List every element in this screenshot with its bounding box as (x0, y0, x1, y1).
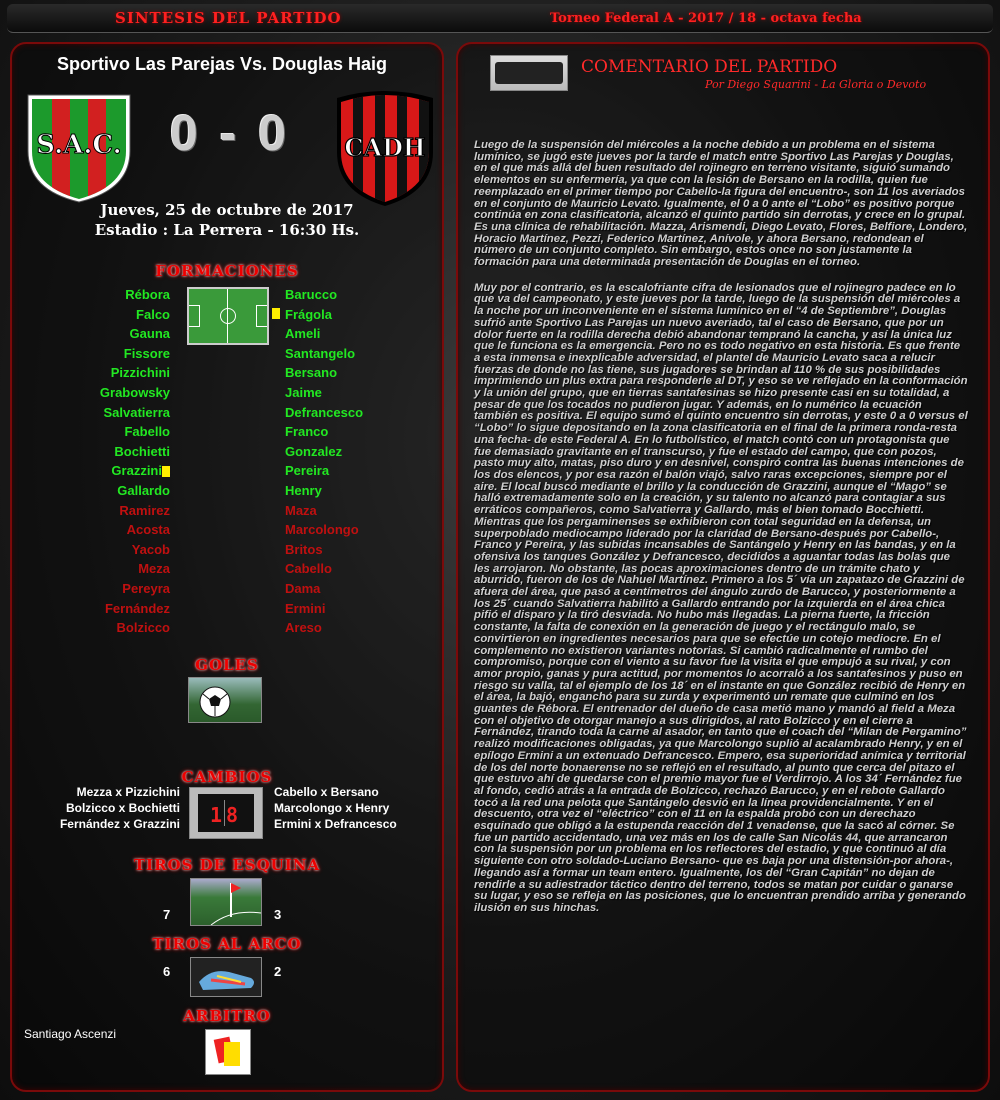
match-venue: Estadio : La Perrera - 16:30 Hs. (94, 221, 360, 239)
goles-heading: GOLES (195, 656, 259, 674)
home-player: Pizzichini (110, 365, 170, 381)
away-player: Santangelo (285, 345, 356, 361)
home-player: Fissore (123, 345, 170, 361)
formaciones-heading: FORMACIONES (155, 262, 299, 280)
away-substitute: Maza (285, 502, 317, 518)
home-player: Bochietti (114, 443, 170, 459)
away-changes (274, 784, 434, 832)
away-player: Ameli (285, 326, 321, 342)
home-crest-text: S.A.C. (36, 130, 122, 160)
away-lineup (285, 285, 435, 638)
away-substitute: Cabello (285, 561, 332, 577)
corners-away: 3 (274, 907, 282, 922)
home-player-carded (20, 461, 170, 481)
svg-text:8: 8 (226, 803, 239, 827)
home-substitute: Fernández (104, 600, 170, 616)
home-player: Fabello (124, 424, 170, 440)
arbitro-heading: ARBITRO (183, 1007, 271, 1025)
referee-cards-icon (205, 1029, 251, 1075)
corner-flag-icon (190, 878, 262, 926)
away-substitute: Britos (285, 541, 323, 557)
home-substitute: Ramirez (119, 502, 170, 518)
change-item: Marcolongo x Henry (274, 801, 390, 815)
tiros-esquina-heading: TIROS DE ESQUINA (133, 856, 321, 874)
away-player: Henry (285, 482, 322, 498)
home-crest (24, 91, 134, 203)
home-player: Rébora (125, 287, 170, 302)
comment-paragraph: Muy por el contrario, es la escalofriante cifra de lesionados que el rojinegro padece en lo que va del campeonato, y este jueves por la tarde, luego de la suspensión del miércoles a la noche por un inconveniente en el sistema lumínico en el “4 de Septiembre”, Douglas sufrió ante Sportivo Las Parejas un nuevo averiado, tal el caso de Bersano, que por un dolor fuerte en la rodilla derecha debió abandonar tempranó la cancha, y así la única luz que le funciona es la emergencia. Pero no es todo negativo en esta historia. Es que frente a esta inmensa e inexplicable adversidad, el plantel de Mauricio Levato saca a relucir fuerzas de donde no las tiene, sus jugadores se brindan al 110 % de sus posibilidades imprimiendo un plus extra para responderle al DT, y eso se ve reflejado en la conformación y la unión del grupo, que en tierras santafesinas se hizo presente casi en su totalidad, a pesar de que los tocados no pudieron jugar. Y además, en lo numérico la ecuación también es positiva. El equipo sumó el quinto encuentro sin derrotas, y este 0 a 0 versus el “Lobo” lo sigue depositando en la zona clasificatoria en el final de la primera ronda-resta una fecha- de este Federal A. En lo futbolístico, el match contó con un protagonista que fue demasiado gravitante en el transcurso, y fue el estado del campo, que con pozos, pasto muy alto, matas, piso duro y en desnivel, conspiró contra las buenas intenciones de los dos elencos, y por esa razón el balón viajó, salvo raras excepciones, siempre por el aire. El local buscó mediante el brillo y la conducción de Grazzini, aunque el “Mago” se halló extremadamente solo en la creación, y su talento no alcanzó para contagiar a sus erráticos compañeros, como Salvatierra y Gallardo, más el bien tomado Bocchietti. Mientras que los pergaminenses se exhibieron con total seguridad en la defensa, un superpoblado mediocampo liderado por la claridad de Bersano-después por Cabello-, Franco y Pereira, y las subidas incansables de Santángelo y Henry en las bandas, y en la ofensiva los tanques González y Defrancesco, decididos a aguantar todas las bolas que les arrojaron. No obstante, las pocas aproximaciones dentro de un trámite chato y aburrido, fueron de los de Nahuel Martínez. Primero a los 5´ vía un zapatazo de Grazzini de afuera del área, que pasó a centímetros del ángulo zurdo de Barucco, y posteriormente a los 25´ cuando Salvatierra habilitó a Gallardo entrando por la izquierda en el área chica pifió el disparo y la tiró desviada. No hubo más llegadas. La pierna fuerte, la fricción constante, la falta de conexión en la generación de juego y el rectángulo malo, se convirtieron en ingredientes necesarios para que se efectúe un cotejo mediocre. En el complemento no existieron variantes notorias. Si cambió radicalmente el rumbo del compromiso, porque con el viento a su favor fue la visita el que empujó a su rival, y con amor propio, ganas y pura actitud, por momentos lo acorraló a los santafesinos y puso en riesgo su valla, tal el ejemplo de los 18´ en el instante en que González recibió de Henry en el área, la bajó, enganchó para su zurda y experimentó un remate que culminó en los guantes de Rébora. El entrenador del dueño de casa metió mano y mandó al field a Meza con el objetivo de otorgar manejo a sus dirigidos, al rato Bolzicco y en el cierre a Fernández, tirando toda la carne al asador, en tanto que el coach del “Milan de Pergamino” realizó modificaciones obligadas, ya que Marcolongo suplió al acalambrado Henry, y en el epílogo Ermini a un extenuado Defrancesco. Empero, esa superioridad anímica y territorial de los del norte bonaerense no se reflejó en el resultado, al punto que cerca del pitazo el que estuvo ahí de quedarse con el premio mayor fue el Verdirrojo. A los 34´ Fernández fue al fondo, cedió atrás a la entrada de Bolzicco, rechazó Barucco, y en el rebote Gallardo tocó a la red una pelota que Santángelo desvió en la línea providencialmente. Y en el descuento, otra vez el “eléctrico” con el 11 en la espalda probó con un derechazo esquinado que obligó a la estupenda reacción del 1 venadense, que la sacó al córner. Se fue un partido accidentado, una vez más en los de calle San Nicolás 44, que arrancaron con la suspensión por un problema en los reflectores del estadio, y que continuó al día siguiente con otro soldado-Luciano Bersano- que es baja por una distensión-por ahora-, llegando así a formar un team entero. Igualmente, los del “Gran Capitán” no dejan de rendirle a su adiestrador táctico dentro del terreno, todos se matan por cuidar o ganarse su lugar, y eso se refleja en las posiciones, que lo encuentran prendido arriba y generando ilusión en sus hinchas. (474, 281, 968, 914)
corners-home: 7 (163, 907, 171, 922)
change-item: Cabello x Bersano (274, 785, 379, 799)
shots-home: 6 (163, 964, 171, 979)
change-item: Mezza x Pizzichini (76, 785, 180, 799)
away-player: Gonzalez (285, 443, 343, 459)
cambios-heading: CAMBIOS (181, 768, 273, 786)
away-player: Defrancesco (285, 404, 364, 420)
referee-name: Santiago Ascenzi (24, 1027, 117, 1041)
away-substitute: Areso (285, 620, 322, 636)
home-substitute: Meza (138, 561, 170, 577)
score: 0 - 0 (170, 105, 291, 161)
substitution-board-icon (189, 787, 263, 839)
change-item: Bolzicco x Bochietti (65, 801, 180, 815)
away-crest (333, 88, 437, 206)
home-substitute: Pereyra (122, 580, 170, 596)
header-title: SINTESIS DEL PARTIDO (115, 9, 342, 27)
away-substitute: Dama (285, 580, 321, 596)
yellow-card-icon (272, 308, 280, 319)
comment-paragraph: Luego de la suspensión del miércoles a la noche debido a un problema en el sistema lumínico, se jugó este jueves por la tarde el match entre Sportivo Las Parejas y Douglas, en el que más allá del buen resultado del rojinegro en terreno visitante, siguió sumando elementos en su enfermería, ya que con la lesión de Bersano en la rodilla, quien fue reemplazado en el primer tiempo por Cabello-la figura del encuentro-, son 11 los averiados en el conjunto de Mauricio Levato. Igualmente, el 0 a 0 ante el “Lobo” es positivo porque continúa en zona clasificatoria, alcanzó el quinto partido sin derrotas, y crece en lo grupal. Es una clínica de rehabilitación. Mazza, Arismendi, Diego Levato, Flores, Belfiore, Londero, Horacio Martínez, Pezzi, Federico Martínez, Anívole, y ahora Bersano, redondean el número de un conjunto completo. Sin embargo, estos once no son justamente la formación para una determinada presentación de Douglas en el torneo. (474, 139, 968, 269)
away-player: Barucco (285, 287, 338, 302)
shots-away: 2 (274, 964, 282, 979)
away-player: Pereira (285, 463, 330, 479)
comment-heading: COMENTARIO DEL PARTIDO (581, 57, 838, 77)
yellow-card-icon (162, 466, 170, 477)
home-changes (30, 784, 180, 832)
tournament-label: Torneo Federal A - 2017 / 18 - octava fecha (550, 11, 862, 26)
home-player: Gauna (129, 326, 170, 342)
away-player: Jaime (285, 384, 322, 400)
home-player: Grazzini (111, 463, 162, 479)
away-substitute: Marcolongo (285, 522, 359, 538)
home-lineup (20, 285, 170, 638)
svg-text:1: 1 (210, 803, 223, 827)
home-substitute: Acosta (126, 522, 170, 538)
comment-byline: Por Diego Squarini - La Gloria o Devoto (705, 78, 927, 91)
home-player: Falco (136, 306, 170, 322)
tiros-arco-heading: TIROS AL ARCO (152, 935, 302, 953)
away-substitute: Ermini (285, 600, 326, 616)
pitch-icon (187, 287, 269, 345)
home-player: Grabowsky (99, 384, 170, 400)
header-bar (7, 4, 993, 33)
match-title: Sportivo Las Parejas Vs. Douglas Haig (56, 54, 388, 74)
football-boot-icon (190, 957, 262, 997)
home-substitute: Yacob (131, 541, 170, 557)
keyboard-icon (490, 55, 568, 91)
soccer-ball-icon (188, 677, 262, 723)
home-player: Gallardo (117, 482, 170, 498)
change-item: Ermini x Defrancesco (274, 817, 397, 831)
away-player: Franco (285, 424, 329, 440)
home-substitute: Bolzicco (116, 620, 170, 636)
away-player: Bersano (285, 365, 338, 381)
home-player: Salvatierra (103, 404, 170, 420)
away-player: Frágola (285, 306, 332, 322)
match-date: Jueves, 25 de octubre de 2017 (100, 201, 354, 219)
away-crest-text: CADH (344, 133, 426, 162)
change-item: Fernández x Grazzini (59, 817, 180, 831)
comment-article (474, 140, 968, 915)
